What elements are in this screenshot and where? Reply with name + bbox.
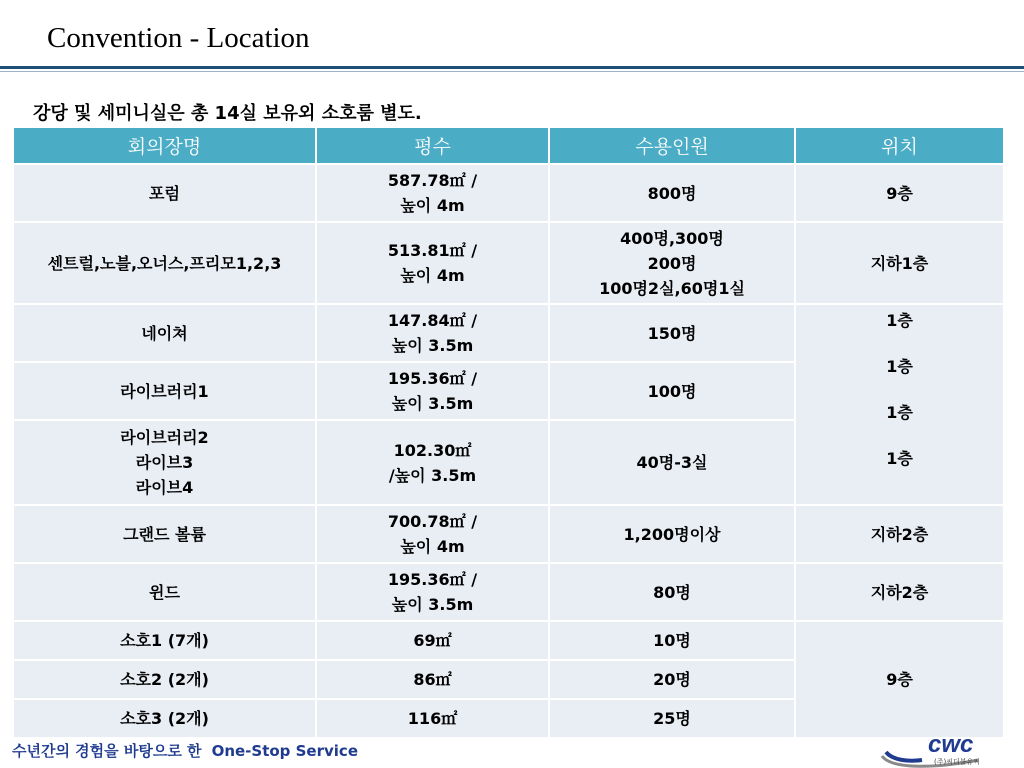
area-line: 195.36㎡ / xyxy=(387,570,478,589)
venue-name: 라이브러리1 xyxy=(120,381,209,401)
table-row xyxy=(13,505,1004,563)
area-cell xyxy=(316,563,549,621)
venue-name-cell xyxy=(13,222,316,304)
capacity: 25명 xyxy=(653,709,691,728)
venue-name: 그랜드 볼륨 xyxy=(123,524,206,544)
header-area: 평수 xyxy=(316,127,549,164)
capacity-cell xyxy=(549,505,795,563)
capacity: 200명 xyxy=(647,253,697,273)
company-logo xyxy=(878,730,1024,768)
venue-name-cell xyxy=(13,563,316,621)
venue-name-cell xyxy=(13,304,316,362)
height-line: 높이 4m xyxy=(400,266,465,285)
area-line: 587.78㎡ / xyxy=(387,171,478,190)
venue-name-cell xyxy=(13,164,316,222)
location-cell-merged xyxy=(795,621,1004,738)
location: 1층 xyxy=(886,403,913,422)
area-cell xyxy=(316,699,549,738)
table-row xyxy=(13,304,1004,362)
area-line: 513.81㎡ / xyxy=(387,241,478,260)
height-line: 높이 3.5m xyxy=(391,595,474,614)
footer-slogan: One-Stop Service xyxy=(211,742,358,760)
title-rule-thin xyxy=(0,71,1024,72)
capacity: 1,200명이상 xyxy=(623,524,721,544)
area-line: 69㎡ xyxy=(413,631,452,650)
area-line: 147.84㎡ / xyxy=(387,311,478,330)
capacity: 400명,300명 xyxy=(620,228,724,248)
capacity-cell xyxy=(549,304,795,362)
subtitle: 강당 및 세미니실은 총 14실 보유외 소호룸 별도. xyxy=(33,103,422,124)
capacity-cell xyxy=(549,621,795,660)
area-line: 86㎡ xyxy=(413,670,452,689)
venue-name-cell xyxy=(13,660,316,699)
logo-swoosh-inner xyxy=(886,752,922,761)
capacity: 800명 xyxy=(647,183,697,203)
logo-wordmark: cwc xyxy=(928,731,974,758)
height-line: 높이 3.5m xyxy=(391,394,474,413)
venue-name: 소호1 (7개) xyxy=(120,631,209,650)
capacity-cell xyxy=(549,222,795,304)
capacity: 20명 xyxy=(653,670,691,689)
area-line: 102.30㎡ xyxy=(393,440,472,460)
venue-name-cell xyxy=(13,505,316,563)
area-cell xyxy=(316,362,549,420)
venue-name: 네이쳐 xyxy=(141,323,188,343)
location: 1층 xyxy=(886,357,913,376)
height-line: 높이 4m xyxy=(400,537,465,556)
table-header-row xyxy=(13,127,1004,164)
location: 1층 xyxy=(886,311,913,330)
venue-name: 센트럴,노블,오너스,프리모1,2,3 xyxy=(47,253,282,273)
venue-name-cell xyxy=(13,420,316,505)
location-cell xyxy=(795,505,1004,563)
venue-name: 소호2 (2개) xyxy=(120,670,209,689)
area-cell xyxy=(316,164,549,222)
title-rule xyxy=(0,66,1024,69)
table-row xyxy=(13,164,1004,222)
venue-table xyxy=(12,126,1005,739)
area-cell xyxy=(316,304,549,362)
capacity-cell xyxy=(549,699,795,738)
height-line: /높이 3.5m xyxy=(388,465,477,485)
location-cell xyxy=(795,563,1004,621)
header-location: 위치 xyxy=(795,127,1004,164)
footer-text xyxy=(12,740,358,761)
area-cell xyxy=(316,505,549,563)
location: 지하2층 xyxy=(870,524,929,544)
location-cell-merged xyxy=(795,304,1004,505)
capacity-cell xyxy=(549,563,795,621)
capacity-cell xyxy=(549,362,795,420)
area-line: 195.36㎡ / xyxy=(387,369,478,388)
venue-name: 소호3 (2개) xyxy=(120,709,209,728)
capacity: 100명2실,60명1실 xyxy=(599,278,745,298)
height-line: 높이 4m xyxy=(400,196,465,215)
venue-name-cell xyxy=(13,699,316,738)
header-capacity: 수용인원 xyxy=(549,127,795,164)
venue-name: 포럼 xyxy=(149,183,180,203)
capacity-cell xyxy=(549,660,795,699)
venue-name: 라이브3 xyxy=(135,453,194,472)
height-line: 높이 3.5m xyxy=(391,336,474,355)
table-row xyxy=(13,621,1004,660)
area-cell xyxy=(316,420,549,505)
footer-tagline: 수년간의 경험을 바탕으로 한 xyxy=(12,742,202,760)
capacity: 150명 xyxy=(647,323,697,343)
logo-subtext: (주)씨더블유씨 xyxy=(934,758,981,766)
capacity-cell xyxy=(549,420,795,505)
location-cell xyxy=(795,164,1004,222)
table-row xyxy=(13,563,1004,621)
area-cell xyxy=(316,660,549,699)
capacity-cell xyxy=(549,164,795,222)
venue-name-cell xyxy=(13,362,316,420)
capacity: 10명 xyxy=(653,631,691,650)
table-row xyxy=(13,222,1004,304)
location: 9층 xyxy=(886,670,913,689)
header-venue-name: 회의장명 xyxy=(13,127,316,164)
capacity: 80명 xyxy=(653,582,691,602)
location: 1층 xyxy=(886,449,913,468)
area-line: 700.78㎡ / xyxy=(387,512,478,531)
capacity: 40명-3실 xyxy=(636,453,708,472)
location-cell xyxy=(795,222,1004,304)
capacity: 100명 xyxy=(647,381,697,401)
area-cell xyxy=(316,621,549,660)
venue-name: 라이브4 xyxy=(135,478,194,497)
area-cell xyxy=(316,222,549,304)
location: 지하2층 xyxy=(870,582,929,602)
venue-name: 윈드 xyxy=(149,582,180,602)
area-line: 116㎡ xyxy=(407,709,458,728)
location: 지하1층 xyxy=(870,253,929,273)
venue-name-cell xyxy=(13,621,316,660)
slide-title: Convention - Location xyxy=(47,22,310,54)
venue-name: 라이브러리2 xyxy=(120,428,209,447)
location: 9층 xyxy=(886,183,913,203)
